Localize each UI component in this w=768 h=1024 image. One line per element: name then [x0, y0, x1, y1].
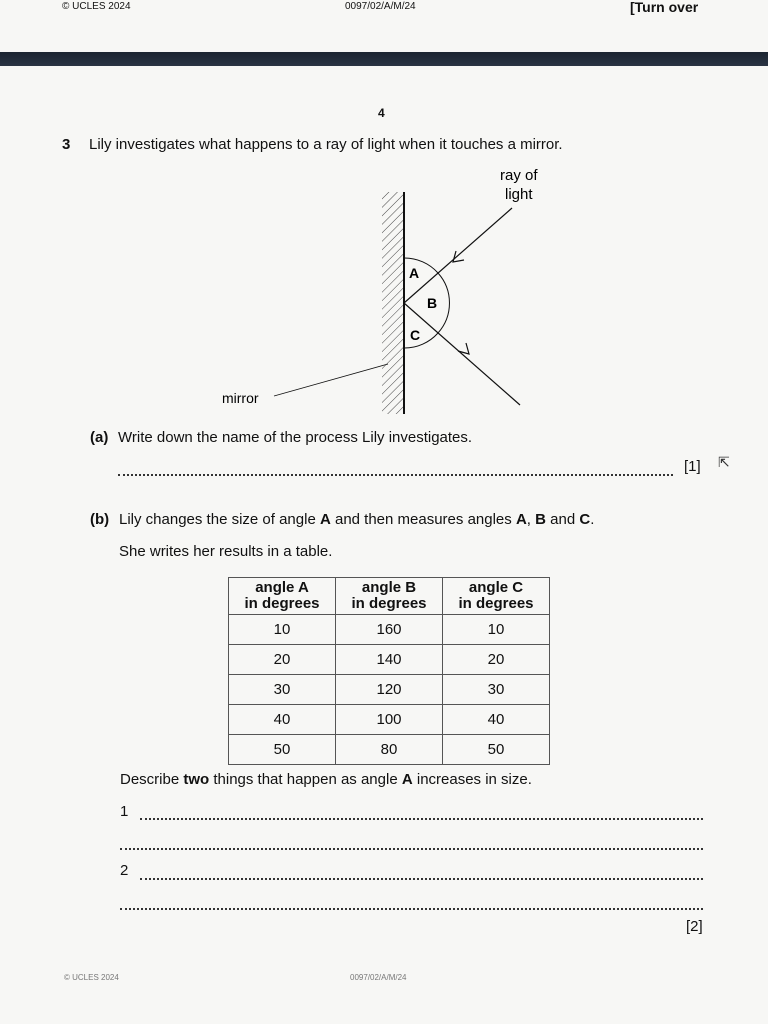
table-cell: 160 [336, 615, 443, 645]
footer-code: 0097/02/A/M/24 [350, 973, 407, 982]
describe-prompt: Describe two things that happen as angle A increases in size. [120, 771, 532, 788]
ray-label-line1: ray of [500, 167, 538, 184]
table-cell: 80 [336, 735, 443, 765]
mirror-diagram [200, 160, 540, 420]
angle-a-label: A [409, 265, 420, 281]
table-row [229, 615, 550, 645]
table-cell: 50 [443, 735, 550, 765]
part-b-marks: [2] [686, 918, 703, 935]
table-cell: 20 [443, 645, 550, 675]
part-a-answer-line[interactable] [118, 474, 673, 476]
table-cell: 100 [336, 705, 443, 735]
part-a-label: (a) [90, 429, 109, 446]
header-copyright: © UCLES 2024 [62, 1, 131, 12]
answer-2-line-1[interactable] [140, 878, 703, 880]
angle-arc [438, 273, 449, 333]
answer-1-line-2[interactable] [120, 848, 703, 850]
table-row [229, 705, 550, 735]
table-cell: 50 [229, 735, 336, 765]
cursor-icon: ⇱ [718, 454, 730, 470]
mirror-label: mirror [222, 390, 259, 406]
table-header-angle-b: angle B in degrees [336, 578, 443, 615]
table-header-angle-c: angle C in degrees [443, 578, 550, 615]
table-cell: 10 [229, 615, 336, 645]
table-cell: 10 [443, 615, 550, 645]
table-row [229, 645, 550, 675]
part-b-text: Lily changes the size of angle A and then measures angles A, B and C. [119, 511, 595, 528]
mirror-hatching [382, 192, 404, 414]
page-number: 4 [378, 106, 385, 120]
top-band [0, 52, 768, 66]
header-code: 0097/02/A/M/24 [345, 1, 416, 12]
table-row [229, 675, 550, 705]
table-cell: 30 [443, 675, 550, 705]
results-table [228, 577, 550, 765]
question-number: 3 [62, 136, 71, 153]
top-header [0, 0, 768, 16]
table-row [229, 735, 550, 765]
incident-arrow-icon [453, 251, 464, 262]
angle-c-label: C [410, 327, 421, 343]
table-cell: 140 [336, 645, 443, 675]
answer-1-line-1[interactable] [140, 818, 703, 820]
footer-copyright: © UCLES 2024 [64, 973, 119, 982]
table-cell: 40 [443, 705, 550, 735]
answer-2-line-2[interactable] [120, 908, 703, 910]
table-cell: 120 [336, 675, 443, 705]
part-b-label: (b) [90, 511, 110, 528]
reflected-ray [404, 303, 520, 405]
mirror-pointer-line [274, 364, 388, 396]
table-cell: 20 [229, 645, 336, 675]
answer-1-number: 1 [120, 803, 129, 820]
table-cell: 30 [229, 675, 336, 705]
question-stem: Lily investigates what happens to a ray of light when it touches a mirror. [89, 136, 563, 153]
table-header-angle-a: angle A in degrees [229, 578, 336, 615]
table-cell: 40 [229, 705, 336, 735]
answer-2-number: 2 [120, 862, 129, 879]
part-a-marks: [1] [684, 458, 701, 475]
ray-label-line2: light [505, 186, 533, 203]
table-intro: She writes her results in a table. [119, 543, 333, 560]
header-turn-over: [Turn over [630, 0, 699, 15]
angle-b-label: B [427, 295, 438, 311]
incident-ray [404, 208, 512, 303]
part-a-text: Write down the name of the process Lily investigates. [118, 429, 473, 446]
